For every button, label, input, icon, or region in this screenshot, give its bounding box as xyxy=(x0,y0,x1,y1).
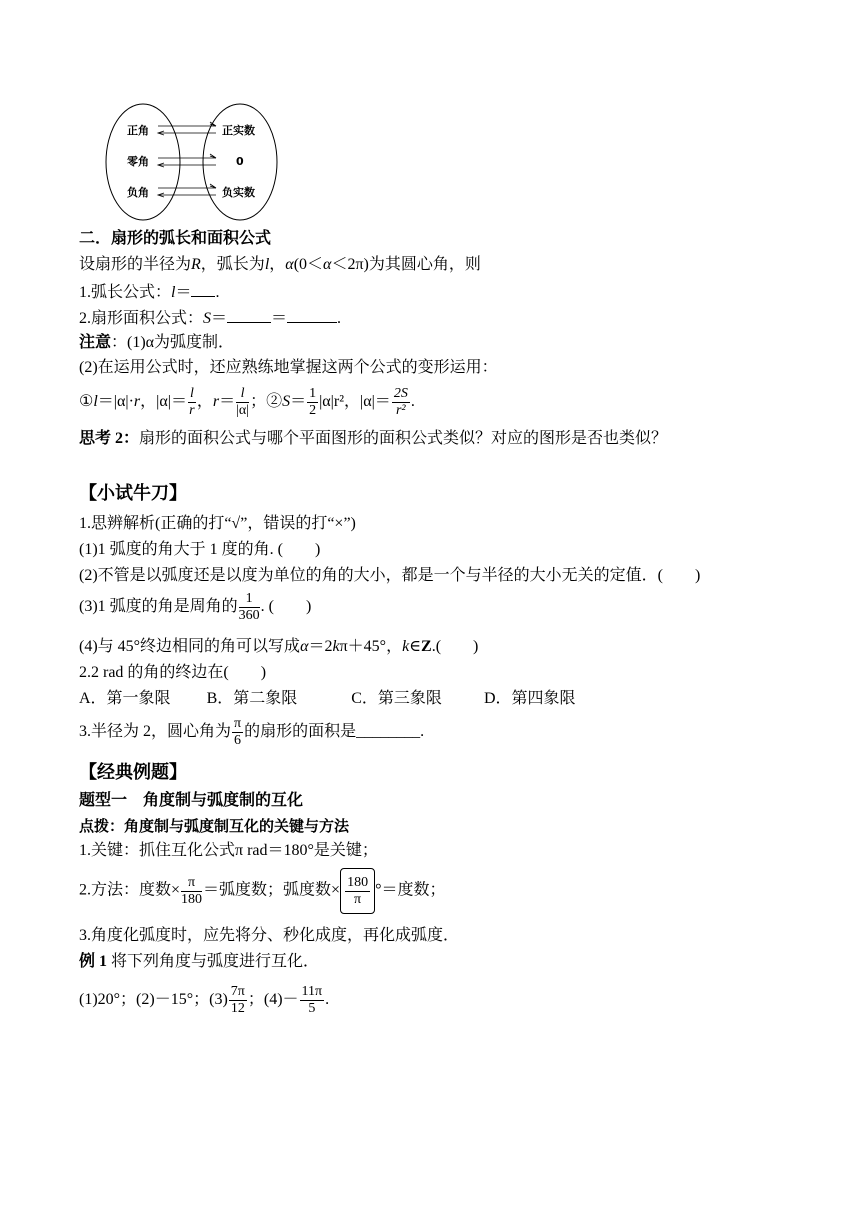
example1-text: 将下列角度与弧度进行互化． xyxy=(107,953,320,970)
frac-num: 1 xyxy=(309,385,317,401)
q1-4b: ＝2 xyxy=(308,638,333,655)
note2-line: (2)在运用公式时，还应熟练地掌握这两个公式的变形运用： xyxy=(79,359,498,376)
f4: ， xyxy=(196,393,213,410)
frac-num: 2S xyxy=(393,385,408,401)
q1-4-k: k xyxy=(332,638,340,655)
ex1c: . xyxy=(325,991,330,1008)
think2-line xyxy=(79,429,667,449)
f-S: S xyxy=(282,393,291,410)
practice-q1: 1.思辨解析(正确的打“√”，错误的打“×”) xyxy=(79,515,356,532)
q1-4-Z: Z xyxy=(421,638,432,655)
arc-eq: ＝ xyxy=(175,284,192,301)
frac-den: 6 xyxy=(234,732,242,748)
frac-num: 7π xyxy=(230,983,245,999)
frac-den: 12 xyxy=(230,1000,245,1016)
left-label-0: 正角 xyxy=(127,124,149,137)
type1-heading: 题型一 角度制与弧度制的互化 xyxy=(79,792,304,809)
setup-l: l xyxy=(264,256,270,273)
arc-length-formula xyxy=(79,281,219,303)
practice-q2: 2.2 rad 的角的终边在( ) xyxy=(79,664,267,681)
arc-prefix: 1.弧长公式： xyxy=(79,284,172,301)
fraction-l-over-r xyxy=(188,386,196,419)
arc-blank xyxy=(191,281,215,297)
frac-den: r² xyxy=(395,402,406,418)
method-line xyxy=(79,868,445,914)
f6: ；② xyxy=(250,393,283,410)
q1-4c: π＋45°， xyxy=(339,638,403,655)
area-prefix: 2.扇形面积公式： xyxy=(79,310,204,327)
fraction-2S-over-r2 xyxy=(392,386,410,419)
setup-text-b: ，弧长为 xyxy=(200,256,265,273)
frac-den: 180 xyxy=(181,891,203,907)
convert-note: 3.角度化弧度时，应先将分、秒化成度，再化成弧度． xyxy=(79,927,460,944)
frac-num: 180 xyxy=(347,874,369,890)
k2c: °＝度数； xyxy=(375,881,446,899)
frac-den: 5 xyxy=(308,1000,316,1016)
setup-text-e: ＜2π)为其圆心角，则 xyxy=(331,256,481,273)
fraction-1-over-360 xyxy=(239,591,260,624)
right-label-2: 负实数 xyxy=(222,186,255,199)
area-end: . xyxy=(337,310,342,327)
option-b: B．第二象限 xyxy=(206,690,298,707)
f3: ，|α|＝ xyxy=(140,393,187,410)
frac-den: 2 xyxy=(309,402,317,418)
f5: ＝ xyxy=(219,393,236,410)
area-eq-2: ＝ xyxy=(271,310,288,327)
frac-num: 1 xyxy=(239,591,260,608)
frac-num: 11π xyxy=(301,983,323,999)
area-formula xyxy=(79,307,341,329)
q1-4a: (4)与 45°终边相同的角可以写成 xyxy=(79,638,301,655)
setup-alpha: α xyxy=(285,256,294,273)
fraction-pi-over-6 xyxy=(232,716,243,749)
frac-num: π xyxy=(234,715,242,731)
q1-4d: ∈ xyxy=(409,638,422,655)
right-label-1: 0 xyxy=(236,155,244,168)
fraction-l-over-alpha xyxy=(236,386,249,419)
q1-4-alpha: α xyxy=(300,638,309,655)
practice-q1-2: (2)不管是以弧度还是以度为单位的角的大小，都是一个与半径的大小无关的定值．( ) xyxy=(79,567,701,584)
practice-q3 xyxy=(79,714,424,750)
angle-mapping-diagram xyxy=(100,100,300,230)
fraction-7pi-over-12 xyxy=(229,984,247,1017)
key-line: 1.关键：抓住互化公式π rad＝180°是关键； xyxy=(79,842,378,859)
frac-num: l xyxy=(236,386,249,403)
examples-heading: 【经典例题】 xyxy=(79,762,187,782)
frac-den: |α| xyxy=(236,402,250,418)
practice-q1-4 xyxy=(79,637,478,657)
example1-label: 例 1 xyxy=(79,953,108,970)
arc-end: . xyxy=(215,284,220,301)
tip-line: 点拨：角度制与弧度制互化的关键与方法 xyxy=(79,817,350,835)
left-label-2: 负角 xyxy=(127,186,149,199)
formula-variants xyxy=(79,384,415,420)
fraction-11pi-over-5 xyxy=(300,984,325,1017)
setup-text-c: ， xyxy=(269,256,286,273)
option-c: C．第三象限 xyxy=(351,690,442,707)
sector-setup-line xyxy=(79,255,481,275)
note-label: 注意 xyxy=(79,334,112,351)
area-blank-2 xyxy=(287,307,337,323)
setup-alpha-2: α xyxy=(323,256,332,273)
arc-l: l xyxy=(171,284,176,301)
example1-title xyxy=(79,952,319,972)
q3b: 的扇形的面积是________. xyxy=(244,723,425,740)
practice-q1-3 xyxy=(79,589,311,625)
frac-den: π xyxy=(354,891,362,907)
q1-4e: .( ) xyxy=(431,638,479,655)
fraction-180-over-pi xyxy=(345,875,370,908)
area-eq: ＝ xyxy=(211,310,228,327)
f-r2: r xyxy=(212,393,220,410)
fraction-one-half xyxy=(307,386,318,419)
f9: . xyxy=(410,393,415,410)
q1-3b: . ( ) xyxy=(260,598,312,615)
frac-den: r xyxy=(189,402,195,418)
setup-R: R xyxy=(191,256,201,273)
section2-heading: 二．扇形的弧长和面积公式 xyxy=(79,230,272,247)
practice-q1-1: (1)1 弧度的角大于 1 度的角. ( ) xyxy=(79,541,321,558)
f1: ① xyxy=(79,393,94,410)
practice-q2-options xyxy=(79,689,576,709)
q3a: 3.半径为 2，圆心角为 xyxy=(79,723,232,740)
q1-4-k2: k xyxy=(402,638,410,655)
f-r: r xyxy=(133,393,141,410)
frac-den: 360 xyxy=(238,607,260,623)
f7: ＝ xyxy=(290,393,307,410)
frac-num: l xyxy=(189,385,194,401)
practice-heading: 【小试牛刀】 xyxy=(79,483,187,503)
ex1b: ；(4)－ xyxy=(247,991,299,1008)
area-blank-1 xyxy=(227,307,271,323)
k2a: 2.方法：度数× xyxy=(79,881,181,899)
think-text: 扇形的面积公式与哪个平面图形的面积公式类似？对应的图形是否也类似？ xyxy=(139,430,668,447)
ex1a: (1)20°；(2)－15°；(3) xyxy=(79,991,228,1008)
option-d: D．第四象限 xyxy=(483,690,576,707)
fraction-pi-over-180 xyxy=(181,875,202,908)
f2: ＝|α|· xyxy=(97,393,134,410)
k2b: ＝弧度数；弧度数× xyxy=(203,881,341,899)
note-line xyxy=(79,333,234,353)
frac-num: π xyxy=(181,875,202,892)
area-S: S xyxy=(203,310,212,327)
think-label: 思考 2： xyxy=(79,430,140,447)
paren-180-over-pi xyxy=(340,868,375,914)
q1-3a: (3)1 弧度的角是周角的 xyxy=(79,598,238,615)
left-label-1: 零角 xyxy=(127,155,149,168)
option-a: A．第一象限 xyxy=(79,690,171,707)
example1-items xyxy=(79,980,329,1020)
note-text: ：(1)α为弧度制． xyxy=(111,334,235,351)
setup-text-d: (0＜ xyxy=(293,256,324,273)
setup-text-a: 设扇形的半径为 xyxy=(79,256,192,273)
right-label-0: 正实数 xyxy=(222,124,255,137)
f8: |α|r²，|α|＝ xyxy=(319,393,391,410)
f-l: l xyxy=(93,393,98,410)
